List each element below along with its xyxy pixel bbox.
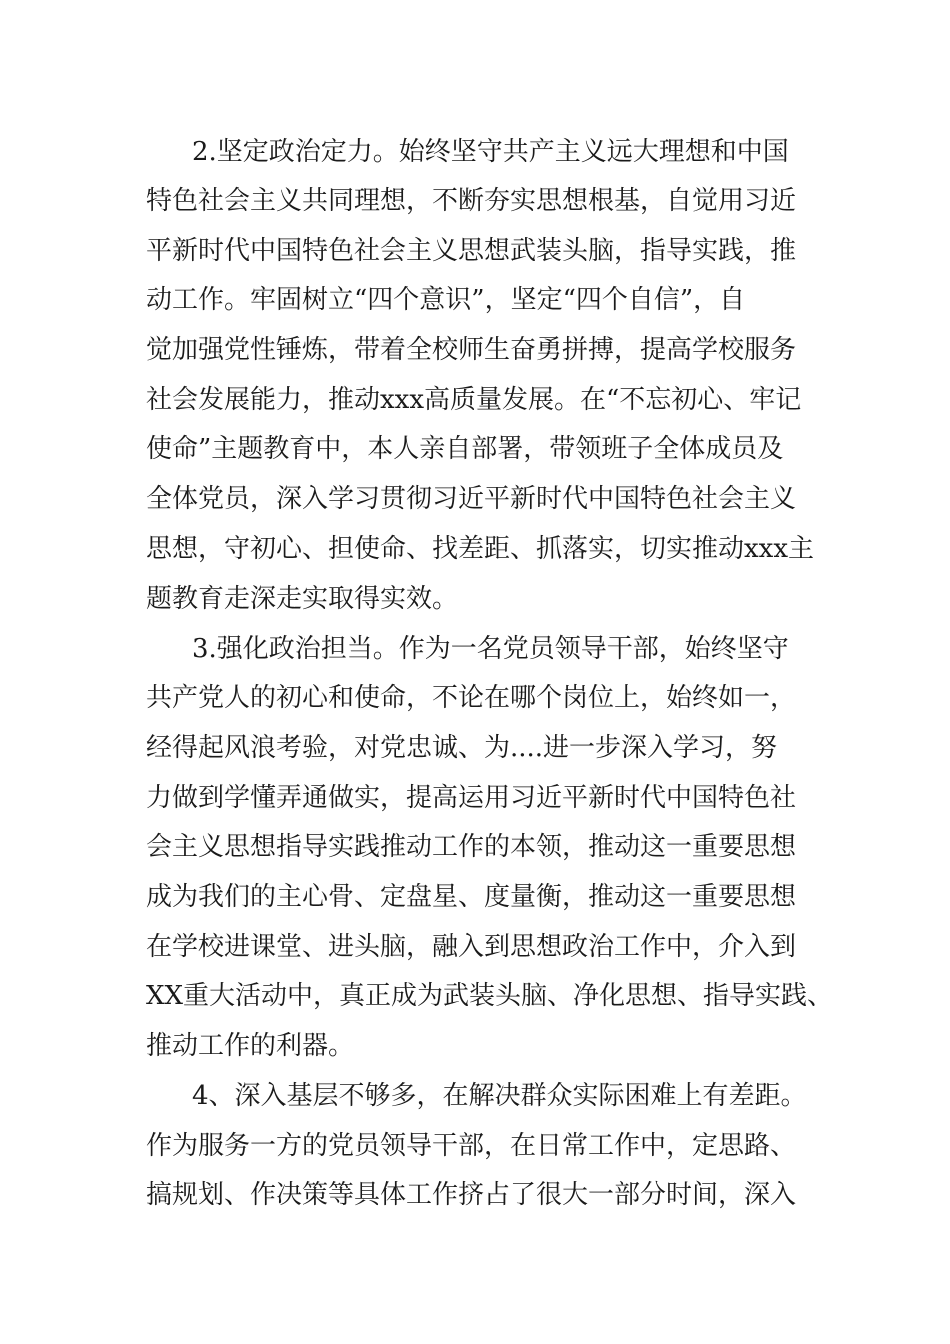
paragraph-3-line-8: XX重大活动中，真正成为武装头脑、净化思想、指导实践、 (146, 981, 834, 1011)
paragraph-3-line-4: 力做到学懂弄通做实，提高运用习近平新时代中国特色社 (146, 783, 797, 813)
paragraph-2-line-1: 2.坚定政治定力。始终坚守共产主义远大理想和中国 (192, 137, 789, 167)
paragraph-4-line-2: 作为服务一方的党员领导干部，在日常工作中，定思路、 (146, 1131, 797, 1161)
paragraph-2-line-2: 特色社会主义共同理想，不断夯实思想根基，自觉用习近 (146, 186, 797, 216)
paragraph-3-line-2: 共产党人的初心和使命，不论在哪个岗位上，始终如一， (146, 683, 797, 713)
paragraph-2-line-4: 动工作。牢固树立“四个意识”，坚定“四个自信”，自 (146, 285, 746, 315)
paragraph-2-line-7: 使命”主题教育中，本人亲自部署，带领班子全体成员及 (146, 434, 784, 464)
paragraph-2-line-8: 全体党员，深入学习贯彻习近平新时代中国特色社会主义 (146, 484, 797, 514)
paragraph-3-line-3: 经得起风浪考验，对党忠诚、为....进一步深入学习，努 (146, 733, 778, 763)
paragraph-4-line-1: 4、深入基层不够多，在解决群众实际困难上有差距。 (192, 1081, 807, 1111)
paragraph-3-line-9: 推动工作的利器。 (146, 1031, 355, 1061)
paragraph-2-line-3: 平新时代中国特色社会主义思想武装头脑，指导实践，推 (146, 236, 797, 266)
paragraph-2-line-5: 觉加强党性锤炼，带着全校师生奋勇拼搏，提高学校服务 (146, 335, 797, 365)
paragraph-2-line-9: 思想，守初心、担使命、找差距、抓落实，切实推动xxx主 (146, 534, 814, 564)
paragraph-2-line-10: 题教育走深走实取得实效。 (146, 584, 459, 614)
paragraph-3-line-1: 3.强化政治担当。作为一名党员领导干部，始终坚守 (192, 634, 789, 664)
paragraph-4-line-3: 搞规划、作决策等具体工作挤占了很大一部分时间，深入 (146, 1180, 797, 1210)
paragraph-2-line-6: 社会发展能力，推动xxx高质量发展。在“不忘初心、牢记 (146, 385, 802, 415)
paragraph-3-line-5: 会主义思想指导实践推动工作的本领，推动这一重要思想 (146, 832, 797, 862)
paragraph-3-line-6: 成为我们的主心骨、定盘星、度量衡，推动这一重要思想 (146, 882, 797, 912)
paragraph-3-line-7: 在学校进课堂、进头脑，融入到思想政治工作中，介入到 (146, 932, 797, 962)
